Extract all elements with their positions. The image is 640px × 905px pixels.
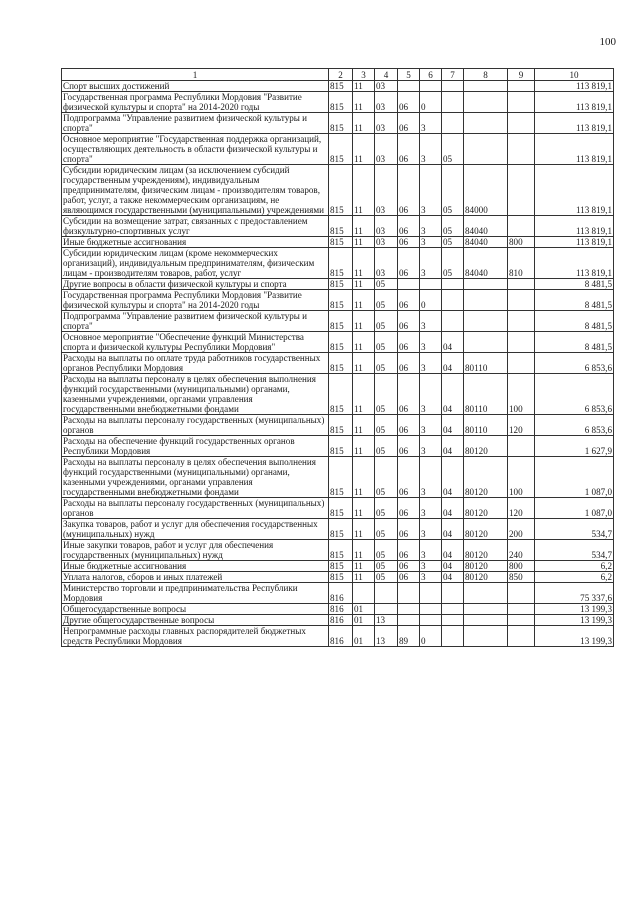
code-cell: 06 — [398, 332, 420, 353]
code-cell: 03 — [375, 134, 398, 165]
code-cell: 815 — [329, 436, 353, 457]
code-cell: 05 — [442, 165, 464, 216]
code-cell — [464, 626, 508, 647]
code-cell — [508, 626, 535, 647]
amount-cell: 1 087,0 — [535, 457, 614, 498]
table-row — [62, 604, 614, 615]
table-row — [62, 248, 614, 279]
code-cell — [464, 81, 508, 92]
code-cell: 11 — [353, 113, 375, 134]
code-cell — [464, 583, 508, 604]
code-cell: 800 — [508, 237, 535, 248]
code-cell — [464, 290, 508, 311]
row-name-cell: Уплата налогов, сборов и иных платежей — [62, 572, 329, 583]
code-cell — [442, 615, 464, 626]
code-cell: 850 — [508, 572, 535, 583]
table-row — [62, 626, 614, 647]
table-row — [62, 519, 614, 540]
code-cell: 05 — [375, 374, 398, 415]
code-cell: 3 — [420, 572, 442, 583]
code-cell: 03 — [375, 92, 398, 113]
row-name-cell: Другие общегосударственные вопросы — [62, 615, 329, 626]
code-cell: 84040 — [464, 216, 508, 237]
code-cell — [398, 615, 420, 626]
code-cell: 03 — [375, 81, 398, 92]
code-cell: 11 — [353, 279, 375, 290]
table-row — [62, 353, 614, 374]
code-cell: 3 — [420, 165, 442, 216]
row-name-cell: Субсидии юридическим лицам (кроме некоммерческих организаций), индивидуальным предпринимателям, физическим лицам - производителям товаров, работ, услуг — [62, 248, 329, 279]
code-cell: 815 — [329, 279, 353, 290]
code-cell: 06 — [398, 436, 420, 457]
code-cell: 80120 — [464, 540, 508, 561]
code-cell: 05 — [442, 216, 464, 237]
row-name-cell: Субсидии на возмещение затрат, связанных с предоставлением физкультурно-спортивных услуг — [62, 216, 329, 237]
code-cell: 05 — [442, 248, 464, 279]
code-cell: 04 — [442, 561, 464, 572]
code-cell: 03 — [375, 237, 398, 248]
code-cell: 0 — [420, 626, 442, 647]
row-name-cell: Государственная программа Республики Мордовия "Развитие физической культуры и спорта" на 2014-2020 годы — [62, 92, 329, 113]
row-name-cell: Подпрограмма "Управление развитием физической культуры и спорта" — [62, 113, 329, 134]
code-cell: 11 — [353, 216, 375, 237]
code-cell: 05 — [375, 415, 398, 436]
amount-cell: 8 481,5 — [535, 290, 614, 311]
code-cell: 04 — [442, 415, 464, 436]
table-row — [62, 134, 614, 165]
code-cell: 80110 — [464, 415, 508, 436]
amount-cell: 113 819,1 — [535, 248, 614, 279]
table-row — [62, 374, 614, 415]
code-cell: 800 — [508, 561, 535, 572]
code-cell — [508, 353, 535, 374]
column-header: 2 — [329, 69, 353, 81]
row-name-cell: Расходы на выплаты персоналу в целях обеспечения выполнения функций государственными (муниципальными) органами, казенными учреждениями, органами управления государственными внебюджетными фондами — [62, 457, 329, 498]
code-cell: 3 — [420, 113, 442, 134]
code-cell: 816 — [329, 604, 353, 615]
code-cell: 04 — [442, 572, 464, 583]
code-cell — [464, 311, 508, 332]
code-cell: 80120 — [464, 436, 508, 457]
code-cell: 11 — [353, 237, 375, 248]
code-cell: 05 — [375, 311, 398, 332]
amount-cell: 113 819,1 — [535, 81, 614, 92]
row-name-cell: Спорт высших достижений — [62, 81, 329, 92]
code-cell: 11 — [353, 290, 375, 311]
code-cell: 06 — [398, 92, 420, 113]
code-cell: 06 — [398, 519, 420, 540]
code-cell: 11 — [353, 436, 375, 457]
code-cell: 06 — [398, 561, 420, 572]
code-cell: 89 — [398, 626, 420, 647]
code-cell: 04 — [442, 498, 464, 519]
code-cell: 84000 — [464, 165, 508, 216]
amount-cell: 534,7 — [535, 540, 614, 561]
code-cell: 815 — [329, 561, 353, 572]
amount-cell: 13 199,3 — [535, 615, 614, 626]
code-cell: 11 — [353, 457, 375, 498]
table-row — [62, 457, 614, 498]
code-cell — [420, 615, 442, 626]
code-cell: 3 — [420, 134, 442, 165]
code-cell — [442, 604, 464, 615]
code-cell: 03 — [375, 216, 398, 237]
amount-cell: 113 819,1 — [535, 113, 614, 134]
code-cell: 06 — [398, 498, 420, 519]
code-cell — [398, 279, 420, 290]
row-name-cell: Субсидии юридическим лицам (за исключением субсидий государственным учреждениям), индивидуальным предпринимателям, физическим лицам - производителям товаров, работ, услуг, а также некоммерческим организациям, не являющимся государственными (муниципальными) учреждениями — [62, 165, 329, 216]
table-row — [62, 583, 614, 604]
amount-cell: 113 819,1 — [535, 134, 614, 165]
code-cell — [464, 604, 508, 615]
code-cell — [464, 332, 508, 353]
code-cell: 05 — [442, 134, 464, 165]
code-cell: 11 — [353, 374, 375, 415]
amount-cell: 1 087,0 — [535, 498, 614, 519]
code-cell: 3 — [420, 498, 442, 519]
code-cell: 0 — [420, 290, 442, 311]
row-name-cell: Расходы на выплаты персоналу государственных (муниципальных) органов — [62, 415, 329, 436]
table-row — [62, 165, 614, 216]
row-name-cell: Подпрограмма "Управление развитием физической культуры и спорта" — [62, 311, 329, 332]
amount-cell: 8 481,5 — [535, 332, 614, 353]
column-header: 4 — [375, 69, 398, 81]
code-cell: 815 — [329, 332, 353, 353]
table-row — [62, 332, 614, 353]
code-cell — [508, 279, 535, 290]
row-name-cell: Основное мероприятие "Государственная поддержка организаций, осуществляющих деятельность в области физической культуры и спорта" — [62, 134, 329, 165]
row-name-cell: Расходы на выплаты персоналу в целях обеспечения выполнения функций государственными (муниципальными) органами, казенными учреждениями, органами управления государственными внебюджетными фондами — [62, 374, 329, 415]
code-cell: 01 — [353, 604, 375, 615]
amount-cell: 113 819,1 — [535, 237, 614, 248]
code-cell: 80120 — [464, 561, 508, 572]
column-header: 9 — [508, 69, 535, 81]
code-cell — [508, 81, 535, 92]
code-cell: 815 — [329, 572, 353, 583]
code-cell: 815 — [329, 374, 353, 415]
code-cell — [442, 290, 464, 311]
code-cell: 06 — [398, 540, 420, 561]
code-cell: 815 — [329, 540, 353, 561]
code-cell: 11 — [353, 134, 375, 165]
code-cell — [442, 626, 464, 647]
code-cell: 815 — [329, 113, 353, 134]
code-cell: 06 — [398, 113, 420, 134]
amount-cell: 8 481,5 — [535, 311, 614, 332]
code-cell: 0 — [420, 92, 442, 113]
code-cell: 04 — [442, 519, 464, 540]
table-row — [62, 81, 614, 92]
code-cell — [420, 81, 442, 92]
code-cell: 80110 — [464, 353, 508, 374]
code-cell: 05 — [375, 561, 398, 572]
code-cell: 80110 — [464, 374, 508, 415]
row-name-cell: Общегосударственные вопросы — [62, 604, 329, 615]
code-cell — [442, 81, 464, 92]
code-cell: 3 — [420, 332, 442, 353]
code-cell — [508, 216, 535, 237]
code-cell: 815 — [329, 498, 353, 519]
code-cell: 815 — [329, 353, 353, 374]
code-cell: 11 — [353, 561, 375, 572]
code-cell: 11 — [353, 311, 375, 332]
code-cell: 06 — [398, 134, 420, 165]
code-cell — [508, 113, 535, 134]
code-cell: 3 — [420, 540, 442, 561]
code-cell: 05 — [442, 237, 464, 248]
budget-table — [61, 68, 614, 647]
row-name-cell: Иные бюджетные ассигнования — [62, 561, 329, 572]
code-cell: 01 — [353, 615, 375, 626]
amount-cell: 6 853,6 — [535, 374, 614, 415]
code-cell: 03 — [375, 248, 398, 279]
code-cell: 815 — [329, 290, 353, 311]
code-cell: 04 — [442, 353, 464, 374]
code-cell: 815 — [329, 248, 353, 279]
code-cell — [398, 583, 420, 604]
column-header: 6 — [420, 69, 442, 81]
amount-cell: 1 627,9 — [535, 436, 614, 457]
code-cell: 100 — [508, 457, 535, 498]
amount-cell: 6 853,6 — [535, 415, 614, 436]
code-cell: 11 — [353, 165, 375, 216]
code-cell: 05 — [375, 332, 398, 353]
amount-cell: 75 337,6 — [535, 583, 614, 604]
row-name-cell: Основное мероприятие "Обеспечение функций Министерства спорта и физической культуры Республики Мордовия" — [62, 332, 329, 353]
code-cell: 06 — [398, 216, 420, 237]
column-header: 3 — [353, 69, 375, 81]
code-cell — [508, 615, 535, 626]
amount-cell: 8 481,5 — [535, 279, 614, 290]
code-cell — [442, 311, 464, 332]
code-cell: 06 — [398, 353, 420, 374]
code-cell: 815 — [329, 134, 353, 165]
code-cell — [398, 604, 420, 615]
code-cell: 03 — [375, 165, 398, 216]
code-cell: 11 — [353, 81, 375, 92]
code-cell — [464, 92, 508, 113]
amount-cell: 113 819,1 — [535, 165, 614, 216]
code-cell — [508, 165, 535, 216]
code-cell: 11 — [353, 248, 375, 279]
code-cell: 3 — [420, 353, 442, 374]
code-cell — [464, 134, 508, 165]
column-header: 8 — [464, 69, 508, 81]
code-cell: 84040 — [464, 237, 508, 248]
table-row — [62, 615, 614, 626]
code-cell: 815 — [329, 311, 353, 332]
code-cell: 100 — [508, 374, 535, 415]
code-cell: 11 — [353, 353, 375, 374]
amount-cell: 13 199,3 — [535, 604, 614, 615]
code-cell — [464, 615, 508, 626]
code-cell: 06 — [398, 415, 420, 436]
code-cell: 13 — [375, 626, 398, 647]
code-cell — [442, 279, 464, 290]
code-cell: 3 — [420, 237, 442, 248]
table-row — [62, 561, 614, 572]
amount-cell: 113 819,1 — [535, 216, 614, 237]
table-row — [62, 436, 614, 457]
code-cell — [508, 311, 535, 332]
column-header: 10 — [535, 69, 614, 81]
row-name-cell: Другие вопросы в области физической культуры и спорта — [62, 279, 329, 290]
code-cell: 01 — [353, 626, 375, 647]
code-cell: 03 — [375, 113, 398, 134]
code-cell — [464, 113, 508, 134]
code-cell: 11 — [353, 498, 375, 519]
table-row — [62, 92, 614, 113]
code-cell: 815 — [329, 165, 353, 216]
row-name-cell: Иные закупки товаров, работ и услуг для обеспечения государственных (муниципальных) нужд — [62, 540, 329, 561]
code-cell: 80120 — [464, 457, 508, 498]
code-cell: 05 — [375, 279, 398, 290]
row-name-cell: Министерство торговли и предпринимательства Республики Мордовия — [62, 583, 329, 604]
code-cell: 04 — [442, 457, 464, 498]
table-row — [62, 572, 614, 583]
code-cell: 13 — [375, 615, 398, 626]
code-cell — [442, 583, 464, 604]
code-cell — [398, 81, 420, 92]
code-cell: 06 — [398, 165, 420, 216]
code-cell — [464, 279, 508, 290]
code-cell: 11 — [353, 572, 375, 583]
table-row — [62, 237, 614, 248]
code-cell: 80120 — [464, 498, 508, 519]
code-cell: 04 — [442, 332, 464, 353]
table-row — [62, 415, 614, 436]
code-cell: 3 — [420, 415, 442, 436]
code-cell: 04 — [442, 374, 464, 415]
code-cell: 06 — [398, 290, 420, 311]
code-cell — [353, 583, 375, 604]
code-cell: 11 — [353, 332, 375, 353]
table-row — [62, 540, 614, 561]
code-cell: 815 — [329, 92, 353, 113]
amount-cell: 6 853,6 — [535, 353, 614, 374]
code-cell — [508, 436, 535, 457]
code-cell: 240 — [508, 540, 535, 561]
code-cell: 815 — [329, 519, 353, 540]
code-cell: 11 — [353, 540, 375, 561]
code-cell: 3 — [420, 216, 442, 237]
amount-cell: 13 199,3 — [535, 626, 614, 647]
code-cell: 3 — [420, 374, 442, 415]
amount-cell: 6,2 — [535, 572, 614, 583]
code-cell: 815 — [329, 415, 353, 436]
code-cell: 06 — [398, 311, 420, 332]
code-cell: 120 — [508, 498, 535, 519]
table-row — [62, 311, 614, 332]
code-cell: 80120 — [464, 519, 508, 540]
code-cell: 810 — [508, 248, 535, 279]
code-cell: 3 — [420, 457, 442, 498]
code-cell — [442, 113, 464, 134]
code-cell: 3 — [420, 561, 442, 572]
code-cell: 3 — [420, 248, 442, 279]
code-cell — [508, 92, 535, 113]
code-cell: 06 — [398, 374, 420, 415]
amount-cell: 113 819,1 — [535, 92, 614, 113]
table-row — [62, 216, 614, 237]
code-cell: 05 — [375, 519, 398, 540]
table-header-row — [62, 69, 614, 81]
row-name-cell: Закупка товаров, работ и услуг для обеспечения государственных (муниципальных) нужд — [62, 519, 329, 540]
row-name-cell: Иные бюджетные ассигнования — [62, 237, 329, 248]
code-cell: 200 — [508, 519, 535, 540]
code-cell: 815 — [329, 216, 353, 237]
code-cell: 04 — [442, 540, 464, 561]
code-cell: 816 — [329, 615, 353, 626]
code-cell: 815 — [329, 457, 353, 498]
code-cell: 120 — [508, 415, 535, 436]
code-cell: 11 — [353, 415, 375, 436]
row-name-cell: Непрограммные расходы главных распорядителей бюджетных средств Республики Мордовия — [62, 626, 329, 647]
table-row — [62, 290, 614, 311]
code-cell: 05 — [375, 457, 398, 498]
code-cell — [508, 134, 535, 165]
amount-cell: 534,7 — [535, 519, 614, 540]
page-number: 100 — [599, 36, 616, 48]
code-cell: 3 — [420, 436, 442, 457]
code-cell: 11 — [353, 92, 375, 113]
code-cell — [508, 332, 535, 353]
code-cell — [508, 290, 535, 311]
column-header: 5 — [398, 69, 420, 81]
code-cell — [442, 92, 464, 113]
code-cell: 05 — [375, 436, 398, 457]
code-cell: 06 — [398, 237, 420, 248]
code-cell: 816 — [329, 583, 353, 604]
code-cell: 84040 — [464, 248, 508, 279]
table-row — [62, 279, 614, 290]
code-cell: 05 — [375, 572, 398, 583]
code-cell: 3 — [420, 519, 442, 540]
code-cell — [375, 604, 398, 615]
row-name-cell: Расходы на обеспечение функций государственных органов Республики Мордовия — [62, 436, 329, 457]
amount-cell: 6,2 — [535, 561, 614, 572]
code-cell: 06 — [398, 248, 420, 279]
code-cell — [508, 604, 535, 615]
code-cell: 04 — [442, 436, 464, 457]
code-cell — [420, 583, 442, 604]
code-cell: 3 — [420, 311, 442, 332]
code-cell: 11 — [353, 519, 375, 540]
table-row — [62, 113, 614, 134]
code-cell: 816 — [329, 626, 353, 647]
code-cell: 815 — [329, 81, 353, 92]
code-cell: 05 — [375, 540, 398, 561]
row-name-cell: Расходы на выплаты персоналу государственных (муниципальных) органов — [62, 498, 329, 519]
code-cell: 05 — [375, 498, 398, 519]
row-name-cell: Расходы на выплаты по оплате труда работников государственных органов Республики Мордовия — [62, 353, 329, 374]
code-cell: 06 — [398, 572, 420, 583]
code-cell — [420, 604, 442, 615]
code-cell: 80120 — [464, 572, 508, 583]
row-name-cell: Государственная программа Республики Мордовия "Развитие физической культуры и спорта" на 2014-2020 годы — [62, 290, 329, 311]
code-cell — [375, 583, 398, 604]
code-cell: 06 — [398, 457, 420, 498]
column-header: 1 — [62, 69, 329, 81]
table-row — [62, 498, 614, 519]
code-cell: 05 — [375, 353, 398, 374]
code-cell: 815 — [329, 237, 353, 248]
code-cell — [508, 583, 535, 604]
code-cell — [420, 279, 442, 290]
code-cell: 05 — [375, 290, 398, 311]
column-header: 7 — [442, 69, 464, 81]
